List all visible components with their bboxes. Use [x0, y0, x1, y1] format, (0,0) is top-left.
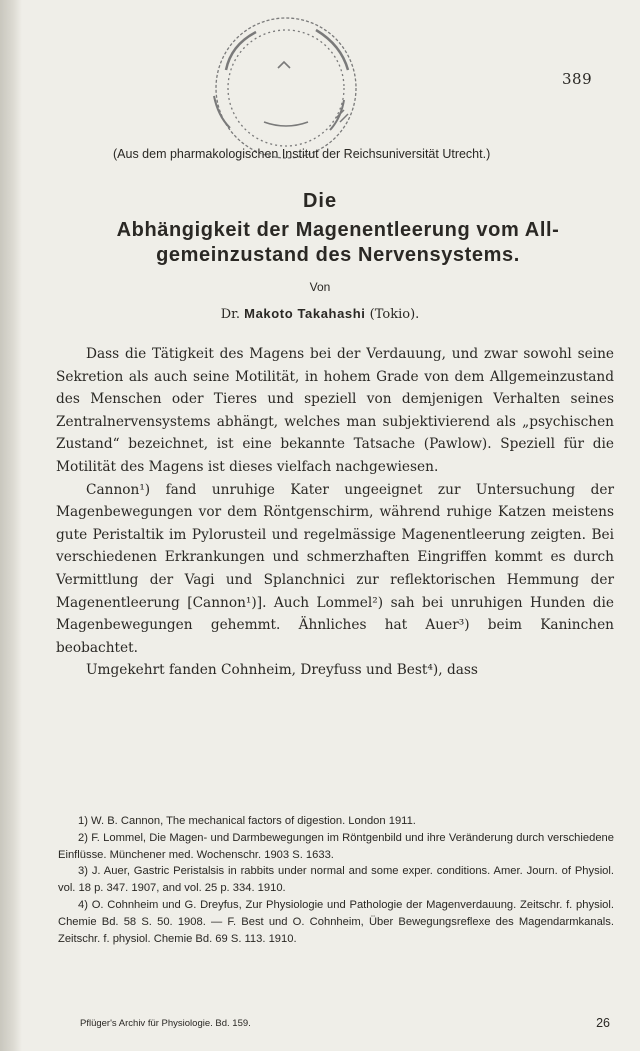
- paragraph-3: Umgekehrt fanden Cohnheim, Dreyfuss und Best⁴), dass: [86, 662, 478, 679]
- article-title-line-3: gemeinzustand des Nervensystems.: [156, 244, 520, 266]
- journal-footer: Pflüger's Archiv für Physiologie. Bd. 159.: [80, 1018, 251, 1029]
- body-text: [56, 343, 614, 682]
- footnote-2: 2) F. Lommel, Die Magen- und Darmbewegungen im Röntgenbild und ihre Veränderung durch verschiedene Einflüsse. Münchener med. Wochenschr. 1903 S. 1633.: [58, 831, 614, 861]
- article-title-line-1: Die: [302, 190, 338, 212]
- author-name: Makoto Takahashi: [244, 306, 366, 321]
- author-line: [0, 306, 640, 322]
- footnote-rule: [58, 801, 614, 802]
- running-footer: [80, 1018, 614, 1029]
- footnote-4: 4) O. Cohnheim und G. Dreyfus, Zur Physiologie und Pathologie der Magenverdauung. Zeitschr. f. physiol. Chemie Bd. 58 S. 50. 1908. — F. Best und O. Cohnheim, Über Bewegungsreflexe des Magendarmkanals. Zeitschr. f. physiol. Chemie Bd. 69 S. 113. 1910.: [58, 898, 614, 945]
- author-affiliation: (Tokio).: [369, 307, 420, 322]
- sheet-number: 26: [596, 1016, 610, 1030]
- article-title: [58, 218, 618, 268]
- article-title-line-2: Abhängigkeit der Magenentleerung vom All-: [116, 219, 560, 241]
- binding-shadow: [0, 0, 22, 1051]
- paragraph-2: Cannon¹) fand unruhige Kater ungeeignet zur Untersuchung der Magenbewegungen vor dem Röntgenschirm, während ruhige Katzen meistens gute Peristaltik im Pylorusteil und regelmässige Magenentleerung zeigten. Bei verschiedenen Erkrankungen und schmerzhaften Eingriffen kommt es durch Vermittlung der Vagi und Splanchnici zur reflektorischen Hemmung der Magenentleerung [Cannon¹)]. Auch Lommel²) sah bei unruhigen Hunden die Magenbewegungen gehemmt. Ähnliches hat Auer³) beim Kaninchen beobachtet.: [56, 481, 614, 656]
- paragraph-1: Dass die Tätigkeit des Magens bei der Verdauung, und zwar sowohl seine Sekretion als auch seine Motilität, in hohem Grade von dem Allgemeinzustand des Menschen oder Tieres und speziell von demjenigen Verhalten seines Zentralnervensystems abhängt, welches man subjektivierend als „psychischen Zustand“ bezeichnet, ist eine bekannte Tatsache (Pawlow). Speziell für die Motilität des Magens ist dieses vielfach nachgewiesen.: [56, 346, 614, 475]
- page-number: 389: [562, 70, 593, 88]
- institution-note: (Aus dem pharmakologischen Institut der Reichsuniversität Utrecht.): [113, 147, 491, 161]
- footnotes: [58, 813, 614, 947]
- byline-von: Von: [309, 280, 331, 294]
- footnote-3: 3) J. Auer, Gastric Peristalsis in rabbits under normal and some exper. conditions. Amer. Journ. of Physiol. vol. 18 p. 347. 1907, and vol. 25 p. 334. 1910.: [58, 865, 614, 895]
- library-stamp-icon: [186, 10, 386, 160]
- footnote-1: 1) W. B. Cannon, The mechanical factors of digestion. London 1911.: [78, 815, 416, 827]
- author-prefix: Dr.: [220, 307, 241, 322]
